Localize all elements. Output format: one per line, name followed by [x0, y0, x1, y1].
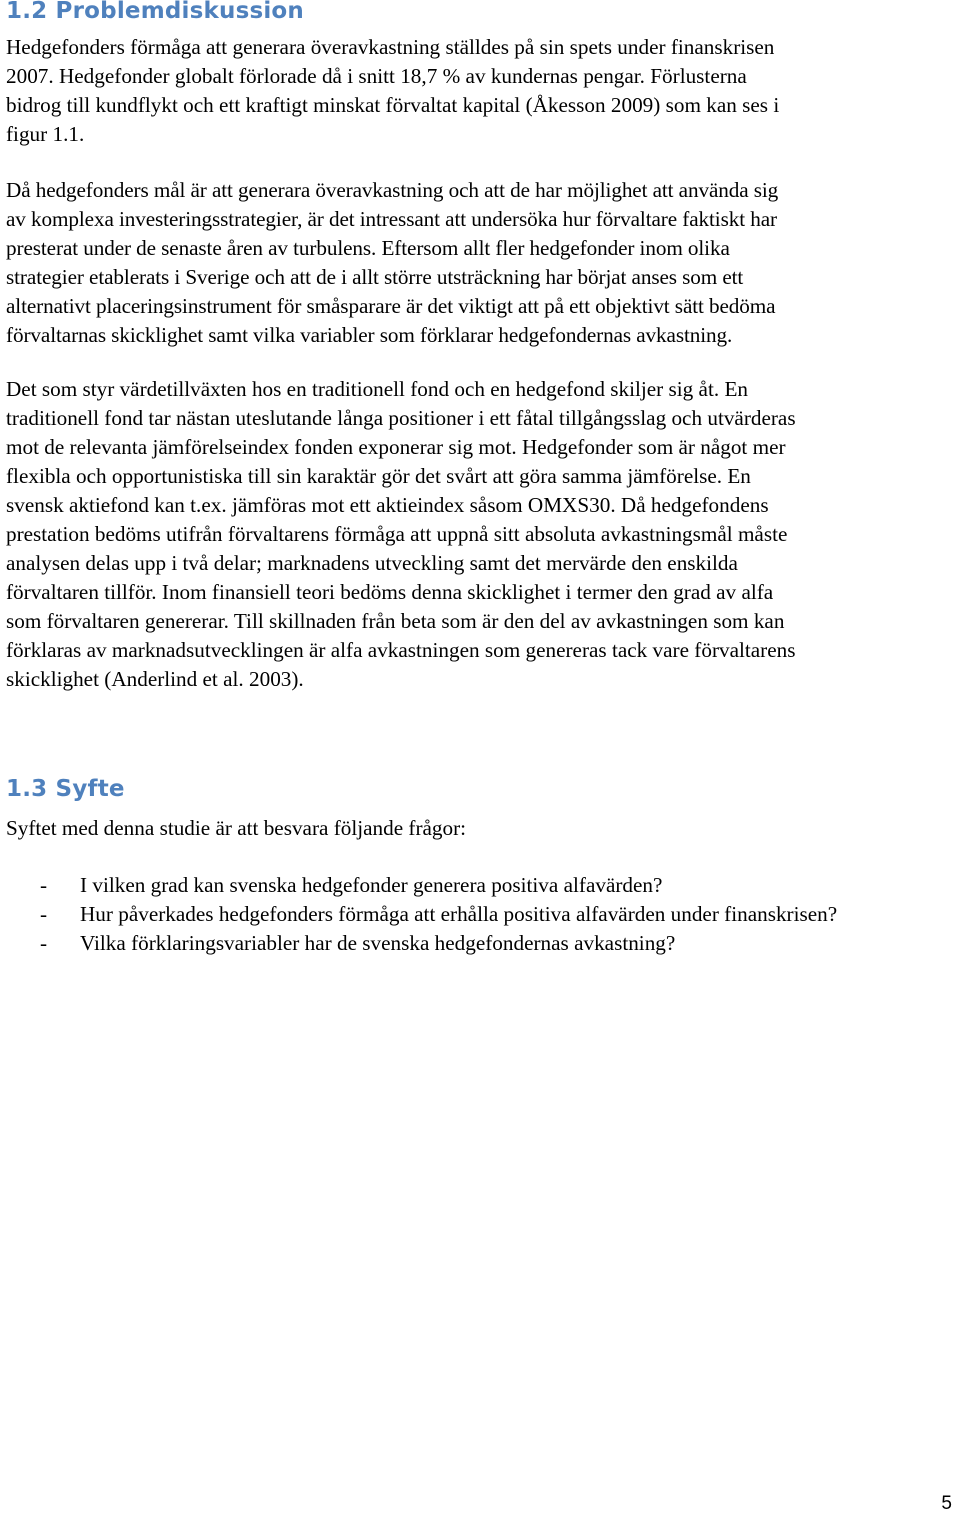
research-questions-list — [6, 871, 946, 958]
list-dash-marker: - — [40, 931, 48, 955]
text-line: 2007. Hedgefonder globalt förlorade då i snitt 18,7 % av kundernas pengar. Förlusterna — [6, 64, 747, 88]
purpose-intro — [6, 814, 946, 843]
text-line: traditionell fond tar nästan uteslutande långa positioner i ett fåtal tillgångsslag och utvärderas — [6, 406, 796, 430]
text-line: Då hedgefonders mål är att generara överavkastning och att de har möjlighet att använda sig — [6, 178, 779, 202]
text-line: presterat under de senaste åren av turbulens. Eftersom allt fler hedgefonder inom olika — [6, 236, 730, 260]
list-item — [6, 871, 946, 900]
text-line: analysen delas upp i två delar; marknadens utveckling samt det mervärde den enskilda — [6, 551, 738, 575]
text-line: som förvaltaren genererar. Till skillnaden från beta som är den del av avkastningen som kan — [6, 609, 785, 633]
text-line: Hedgefonders förmåga att generara överavkastning ställdes på sin spets under finanskrisen — [6, 35, 775, 59]
paragraph-1 — [6, 33, 946, 149]
text-line: skicklighet (Anderlind et al. 2003). — [6, 667, 304, 691]
text-line: strategier etablerats i Sverige och att de i allt större utsträckning har börjat anses som ett — [6, 265, 744, 289]
text-line: mot de relevanta jämförelseindex fonden exponerar sig mot. Hedgefonder som är något mer — [6, 435, 786, 459]
paragraph-3 — [6, 375, 946, 694]
text-line: av komplexa investeringsstrategier, är det intressant att undersöka hur förvaltare faktiskt har — [6, 207, 777, 231]
text-line: figur 1.1. — [6, 122, 85, 146]
text-line: förklaras av marknadsutvecklingen är alfa avkastningen som genereras tack vare förvaltarens — [6, 638, 796, 662]
question-text: Vilka förklaringsvariabler har de svenska hedgefondernas avkastning? — [80, 931, 676, 955]
list-dash-marker: - — [40, 873, 48, 897]
text-line: alternativt placeringsinstrument för småsparare är det viktigt att på ett objektivt sätt bedöma — [6, 294, 776, 318]
section-heading-syfte: 1.3 Syfte — [6, 776, 125, 802]
page-number: 5 — [941, 1493, 952, 1514]
list-item — [6, 900, 870, 929]
text-line: Syftet med denna studie är att besvara följande frågor: — [6, 816, 467, 840]
text-line: bidrog till kundflykt och ett kraftigt minskat förvaltat kapital (Åkesson 2009) som kan ses i — [6, 93, 780, 117]
text-line: prestation bedöms utifrån förvaltarens förmåga att uppnå sitt absoluta avkastningsmål måste — [6, 522, 788, 546]
section-heading-problemdiskussion: 1.2 Problemdiskussion — [6, 0, 305, 24]
question-text: Hur påverkades hedgefonders förmåga att erhålla positiva alfavärden under finanskrisen? — [80, 902, 838, 926]
text-line: förvaltarnas skicklighet samt vilka variabler som förklarar hedgefondernas avkastning. — [6, 323, 733, 347]
paragraph-2 — [6, 176, 946, 350]
list-dash-marker: - — [40, 902, 48, 926]
text-line: förvaltaren tillför. Inom finansiell teori bedöms denna skicklighet i termer den grad av alfa — [6, 580, 774, 604]
text-line: flexibla och opportunistiska till sin karaktär gör det svårt att göra samma jämförelse. En — [6, 464, 751, 488]
list-item — [6, 929, 946, 958]
text-line: Det som styr värdetillväxten hos en traditionell fond och en hedgefond skiljer sig åt. En — [6, 377, 748, 401]
text-line: svensk aktiefond kan t.ex. jämföras mot ett aktieindex såsom OMXS30. Då hedgefondens — [6, 493, 769, 517]
question-text: I vilken grad kan svenska hedgefonder generera positiva alfavärden? — [80, 873, 663, 897]
